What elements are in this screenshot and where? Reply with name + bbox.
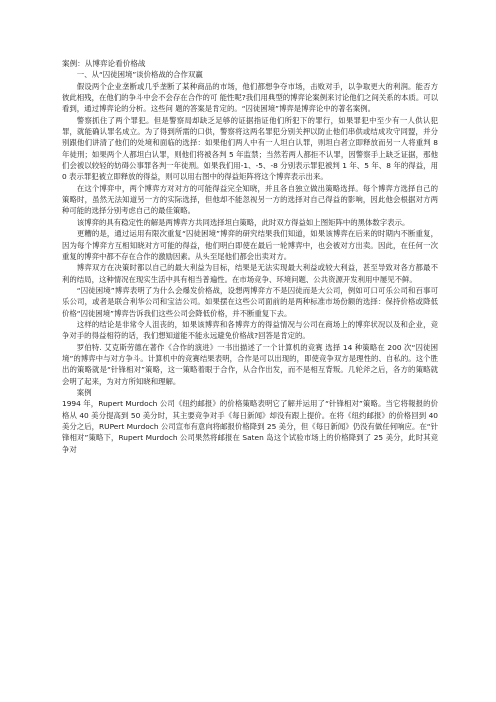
paragraph: 博弈双方在决策时都以自己的最大利益为目标，结果是无法实现最大利益或较大利益，甚至导致对各方都最不利的结局，这种情况在现实生活中具有相当普遍性。在市场竞争、环境问题、公共资源开发利用中屡见不鲜。 bbox=[62, 263, 438, 284]
paragraph: 更糟的是，通过运用有限次重复“囚徒困境”博弈的研究结果我们知道，如果该博弈在后来的时期内不断重复，因为每个博弈方互相知晓对方可能的得益，他们明白即使在最后一轮博弈中，也会被对方出卖。因此，在任何一次重复的博弈中都不存在合作的激励因素。从头至尾他们都会出卖对方。 bbox=[62, 229, 438, 261]
document-title: 案例：从博弈论看价格战 bbox=[62, 59, 146, 68]
section-heading: 一、从“囚徒困境”谈价格战的合作双赢 bbox=[76, 70, 203, 80]
paragraph: 罗伯特. 艾克斯劳德在著作《合作的演进》一书出描述了一个计算机的竞赛 选择 14 种策略在 200 次“囚徒困境”的博弈中与对方争斗。计算机中的竞赛结果表明，合作是可以出现的，即使竞争双方是理性的、自私的。这个胜出的策略就是“针锋相对”策略，这一策略着眼于合作，从合作出发，而不是相互背叛。几轮斧之后，各方的策略就会明了起来，为对方所知晓和理解。 bbox=[62, 342, 438, 386]
paragraph: 这样的结论是非常令人沮丧的，如果该博弈和各博弈方的得益情况与公司在商场上的博弈状况以及和企业，竞争对手的得益相符的话，我们想知道能不能永远避免价格战?回答是肯定的。 bbox=[62, 319, 438, 341]
paragraph: 在这个博弈中，两个博弈方对对方的可能得益完全知晓，并且各自独立做出策略选择。每个博弈方选择自己的策略时，虽然无法知道另一方的实际选择，但他却不能忽视另一方的选择对自己得益的影响，因此他会根据对方两种可能的选择分别考虑自己的最佳策略。 bbox=[62, 183, 438, 216]
paragraph: “囚徒困境”博弈表明了为什么会爆发价格战，设想两博弈方不是囚徒而是大公司，例如可口可乐公司和百事可乐公司，或者是联合利华公司和宝洁公司。如果摆在这些公司面前的是两种标准市场份额的选择：保持价格或降低价格“囚徒困境”博弈告诉我们这些公司会降低价格，并不断重复下去。 bbox=[62, 285, 438, 318]
case-label: 案例 bbox=[76, 387, 92, 397]
paragraph: 警察抓住了两个罪犯。但是警察局却缺乏足够的证据指证他们所犯下的罪行，如果罪犯中至少有一人供认犯罪，就能确认罪名成立。为了得到所需的口供，警察将这两名罪犯分别关押以防止他们串供或结成攻守同盟，并分别跟他们讲清了他们的处境和面临的选择：如果他们两人中有一人坦白认罪，则坦白者立即释放而另一人将重判 8 年徒刑；如果两个人都坦白认罪，则他们将被各判 5 年监禁；当然若两人都拒不认罪，因警察手上缺乏证据，那他们会被以较轻的妨碍公事罪各判一年徒刑。如果我们用-1、-5、-8 分别表示罪犯被判 1 年、5 年、8 年的得益，用 0 表示罪犯被立即释放的得益，则可以用右图中的得益矩阵将这个博弈表示出来。 bbox=[62, 115, 438, 182]
paragraph: 1994 年，Rupert Murdoch 公司《纽约邮报》的价格策略表明它了解并运用了“针锋相对”策略。当它将報报的价格从 40 美分提高到 50 美分时，其主要竞争对手《每日新闻》却没有跟上提价。在将《纽约邮报》的价格回到 40 美分之后，RUPert Murdoch 公司宣布有意向将邮报价格降到 25 美分，但《每日新闻》仍没有做任何响应。在“针锋相对”策略下，Rupert Murdoch 公司果然将邮报在 Saten 岛这个试验市场上的价格降到了 25 美分，此时其竞争对 bbox=[62, 399, 438, 454]
paragraph: 该博弈的具有稳定性的解是两博弈方共同选择坦白策略，此时双方得益如上图矩阵中的黑体数字表示。 bbox=[76, 217, 410, 227]
paragraph: 假设两个企业垄断或几乎垄断了某种商品的市场，他们都想争夺市场，击败对手，以争取更大的利润。能否方彼此相残，在他们的争斗中会不会存在合作的可 能性呢?我们用典型的博弈论案例来讨论他们之间关系的本质。可以看到，通过博弈论的分析。这些问 题的答案是肯定的。“囚徒困境”博弈是博弈论中的著名案例。 bbox=[62, 81, 438, 114]
document-body bbox=[62, 58, 438, 455]
